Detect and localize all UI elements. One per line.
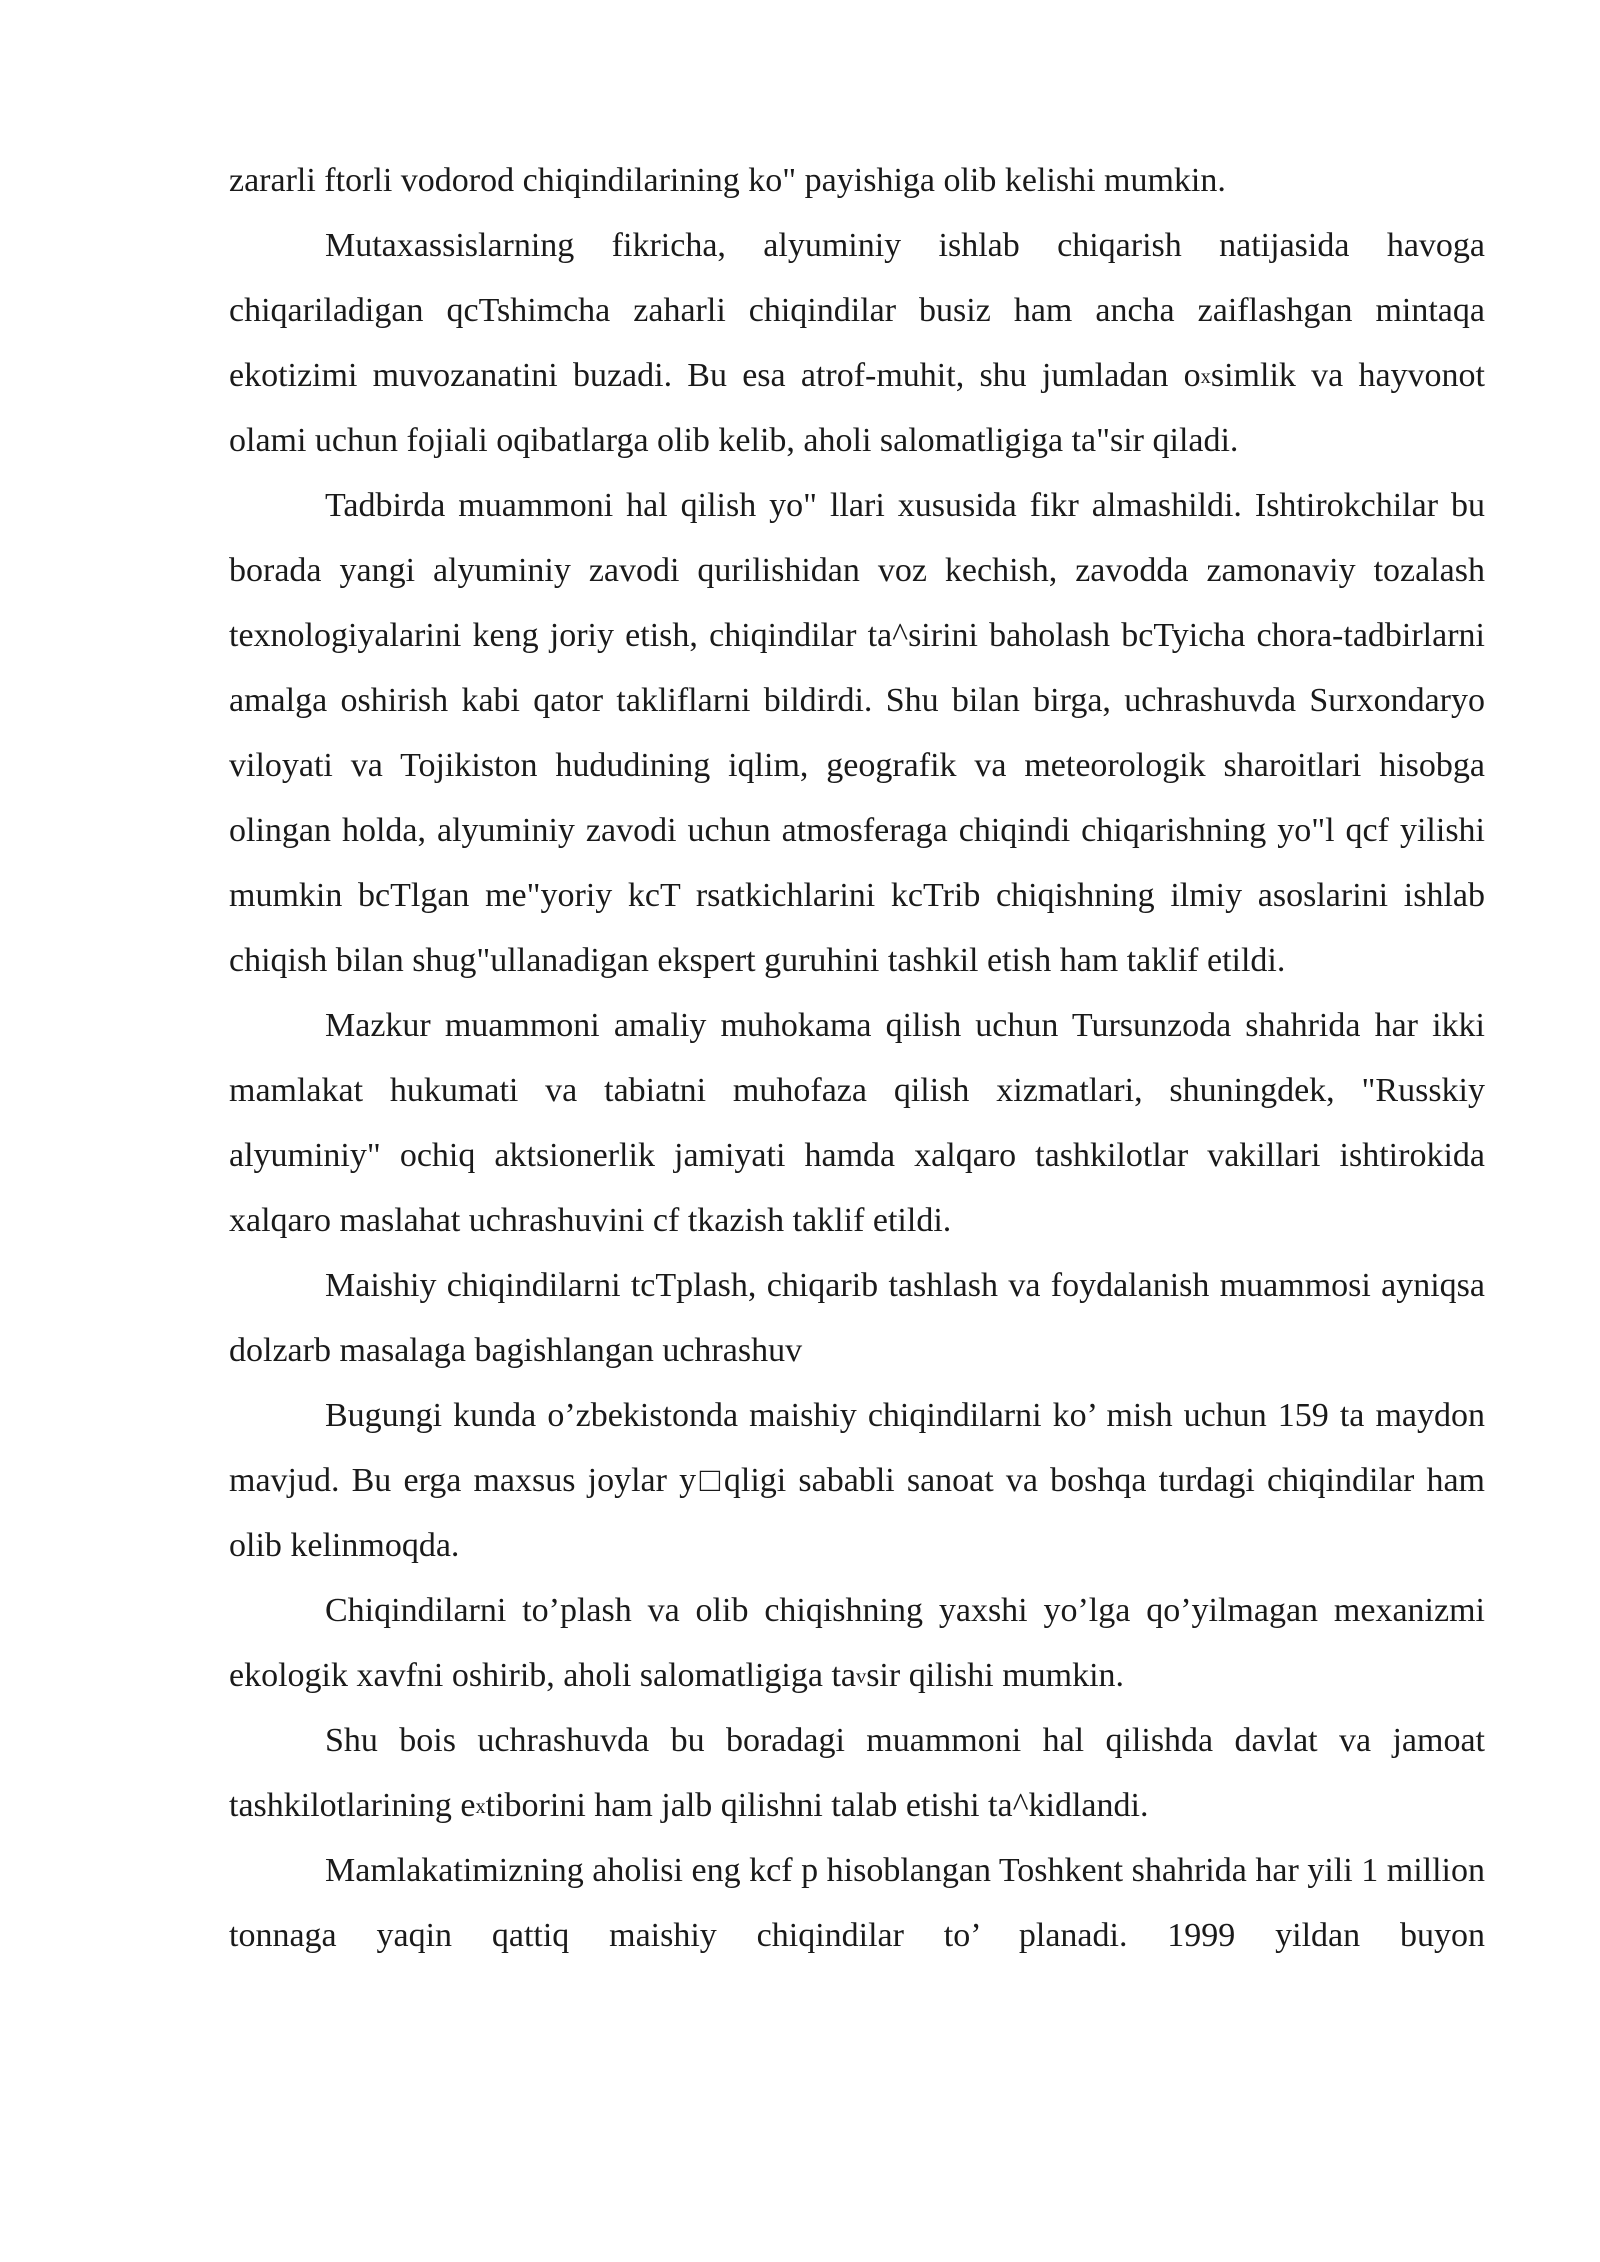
paragraph-text: Mamlakatimizning aholisi eng kcf p hisoblangan Toshkent shahrida har yili 1 million tonnaga yaqin qattiq maishiy chiqindilar to’ planadi. 1999 yildan buyon — [229, 1852, 1485, 1954]
superscript-mark: x — [1200, 365, 1211, 388]
superscript-mark: v — [856, 1665, 867, 1688]
paragraph-text: Bugungi kunda o’zbekistonda maishiy chiqindilarni ko’ mish uchun 159 ta maydon mavjud. Bu erga maxsus joylar y□qligi sababli sanoat va boshqa turdagi chiqindilar ham olib kelinmoqda. — [229, 1397, 1485, 1564]
paragraph-text: Chiqindilarni to’plash va olib chiqishning yaxshi yo’lga qo’yilmagan mexanizmi ekologik xavfni oshirib, aholi salomatligiga ta — [229, 1592, 1485, 1694]
paragraph-text: Maishiy chiqindilarni tcTplash, chiqarib tashlash va foydalanish muammosi ayniqsa dolzarb masalaga bagishlangan uchrashuv — [229, 1267, 1485, 1369]
paragraph-9 — [229, 1838, 1485, 1968]
body-text — [229, 148, 1485, 1968]
paragraph-text: simlik va hayvonot olami uchun fojiali oqibatlarga olib kelib, aholi salomatligiga ta"sir qiladi. — [229, 357, 1485, 459]
paragraph-text: Mazkur muammoni amaliy muhokama qilish uchun Tursunzoda shahrida har ikki mamlakat hukumati va tabiatni muhofaza qilish xizmatlari, shuningdek, "Russkiy alyuminiy" ochiq aktsionerlik jamiyati hamda xalqaro tashkilotlar vakillari ishtirokida xalqaro maslahat uchrashuvini cf tkazish taklif etildi. — [229, 1007, 1485, 1239]
superscript-mark: x — [475, 1795, 486, 1818]
paragraph-text: Shu bois uchrashuvda bu boradagi muammoni hal qilishda davlat va jamoat tashkilotlarining e — [229, 1722, 1485, 1824]
paragraph-4 — [229, 993, 1485, 1253]
paragraph-text: Tadbirda muammoni hal qilish yo" llari xususida fikr almashildi. Ishtirokchilar bu borada yangi alyuminiy zavodi qurilishidan voz kechish, zavodda zamonaviy tozalash texnologiyalarini keng joriy etish, chiqindilar ta^sirini baholash bcTyicha chora-tadbirlarni amalga oshirish kabi qator takliflarni bildirdi. Shu bilan birga, uchrashuvda Surxondaryo viloyati va Tojikiston hududining iqlim, geografik va meteorologik sharoitlari hisobga olingan holda, alyuminiy zavodi uchun atmosferaga chiqindi chiqarishning yo"l qcf yilishi mumkin bcTlgan me"yoriy kcT rsatkichlarini kcTrib chiqishning ilmiy asoslarini ishlab chiqish bilan shug"ullanadigan ekspert guruhini tashkil etish ham taklif etildi. — [229, 487, 1485, 979]
paragraph-8 — [229, 1708, 1485, 1838]
paragraph-text: sir qilishi mumkin. — [866, 1657, 1125, 1694]
paragraph-5 — [229, 1253, 1485, 1383]
paragraph-text: Mutaxassislarning fikricha, alyuminiy ishlab chiqarish natijasida havoga chiqariladigan qcTshimcha zaharli chiqindilar busiz ham ancha zaiflashgan mintaqa ekotizimi muvozanatini buzadi. Bu esa atrof-muhit, shu jumladan o — [229, 227, 1485, 394]
paragraph-2 — [229, 213, 1485, 473]
paragraph-text: zararli ftorli vodorod chiqindilarining ko" payishiga olib kelishi mumkin. — [229, 162, 1226, 199]
paragraph-1 — [229, 148, 1485, 213]
paragraph-6 — [229, 1383, 1485, 1578]
paragraph-text: tiborini ham jalb qilishni talab etishi ta^kidlandi. — [485, 1787, 1149, 1824]
paragraph-7 — [229, 1578, 1485, 1708]
paragraph-3 — [229, 473, 1485, 993]
